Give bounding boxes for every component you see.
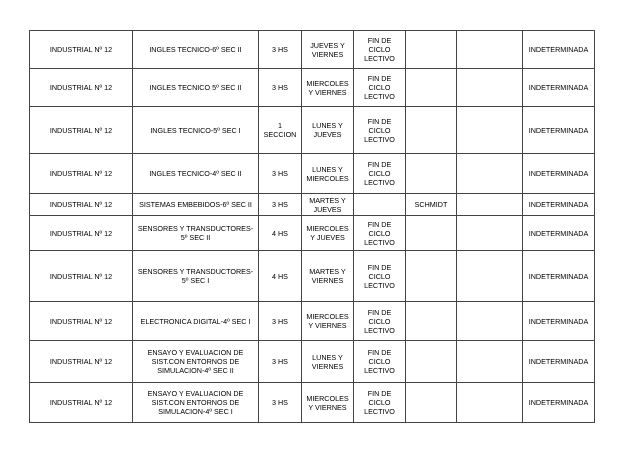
hours-cell: 3 HS	[259, 194, 302, 216]
status-cell: INDETERMINADA	[523, 383, 595, 423]
hours-cell: 1 SECCION	[259, 107, 302, 154]
days-cell: MIERCOLES Y VIERNES	[302, 69, 354, 107]
status-cell: INDETERMINADA	[523, 341, 595, 383]
hours-cell: 4 HS	[259, 251, 302, 302]
school-cell: INDUSTRIAL Nº 12	[30, 383, 133, 423]
school-cell: INDUSTRIAL Nº 12	[30, 341, 133, 383]
hours-cell: 3 HS	[259, 69, 302, 107]
end-date-cell: FIN DE CICLO LECTIVO	[354, 69, 406, 107]
subject-cell: SENSORES Y TRANSDUCTORES- 5º SEC I	[133, 251, 259, 302]
school-cell: INDUSTRIAL Nº 12	[30, 154, 133, 194]
school-cell: INDUSTRIAL Nº 12	[30, 194, 133, 216]
days-cell: MIERCOLES Y JUEVES	[302, 216, 354, 251]
subject-cell: INGLES TECNICO 5º SEC II	[133, 69, 259, 107]
subject-cell: ENSAYO Y EVALUACION DE SIST.CON ENTORNOS DE SIMULACION-4º SEC I	[133, 383, 259, 423]
status-cell: INDETERMINADA	[523, 31, 595, 69]
table-row	[30, 383, 595, 423]
hours-cell: 3 HS	[259, 302, 302, 341]
end-date-cell: FIN DE CICLO LECTIVO	[354, 31, 406, 69]
teacher-cell	[406, 107, 457, 154]
teacher-cell	[406, 341, 457, 383]
days-cell: MIERCOLES Y VIERNES	[302, 302, 354, 341]
assignments-table	[29, 30, 595, 423]
subject-cell: SISTEMAS EMBEBIDOS-6º SEC II	[133, 194, 259, 216]
teacher-cell	[406, 216, 457, 251]
status-cell: INDETERMINADA	[523, 302, 595, 341]
subject-cell: INGLES TECNICO-6º SEC II	[133, 31, 259, 69]
blank-cell	[457, 69, 523, 107]
table-row	[30, 216, 595, 251]
end-date-cell: FIN DE CICLO LECTIVO	[354, 383, 406, 423]
end-date-cell	[354, 194, 406, 216]
days-cell: LUNES Y VIERNES	[302, 341, 354, 383]
assignments-body	[30, 31, 595, 423]
end-date-cell: FIN DE CICLO LECTIVO	[354, 341, 406, 383]
status-cell: INDETERMINADA	[523, 69, 595, 107]
school-cell: INDUSTRIAL Nº 12	[30, 31, 133, 69]
teacher-cell	[406, 69, 457, 107]
table-row	[30, 341, 595, 383]
school-cell: INDUSTRIAL Nº 12	[30, 302, 133, 341]
teacher-cell	[406, 31, 457, 69]
days-cell: MIERCOLES Y VIERNES	[302, 383, 354, 423]
table-row	[30, 69, 595, 107]
hours-cell: 4 HS	[259, 216, 302, 251]
days-cell: MARTES Y VIERNES	[302, 251, 354, 302]
subject-cell: ELECTRONICA DIGITAL-4º SEC I	[133, 302, 259, 341]
end-date-cell: FIN DE CICLO LECTIVO	[354, 154, 406, 194]
blank-cell	[457, 107, 523, 154]
school-cell: INDUSTRIAL Nº 12	[30, 69, 133, 107]
blank-cell	[457, 341, 523, 383]
subject-cell: ENSAYO Y EVALUACION DE SIST.CON ENTORNOS DE SIMULACION-4º SEC II	[133, 341, 259, 383]
status-cell: INDETERMINADA	[523, 107, 595, 154]
end-date-cell: FIN DE CICLO LECTIVO	[354, 302, 406, 341]
table-row	[30, 302, 595, 341]
status-cell: INDETERMINADA	[523, 251, 595, 302]
teacher-cell	[406, 251, 457, 302]
table-row	[30, 251, 595, 302]
teacher-cell	[406, 154, 457, 194]
teacher-cell: SCHMIDT	[406, 194, 457, 216]
days-cell: LUNES Y JUEVES	[302, 107, 354, 154]
teacher-cell	[406, 302, 457, 341]
blank-cell	[457, 383, 523, 423]
blank-cell	[457, 251, 523, 302]
table-row	[30, 154, 595, 194]
school-cell: INDUSTRIAL Nº 12	[30, 251, 133, 302]
table-row	[30, 194, 595, 216]
hours-cell: 3 HS	[259, 341, 302, 383]
subject-cell: SENSORES Y TRANSDUCTORES- 5º SEC II	[133, 216, 259, 251]
status-cell: INDETERMINADA	[523, 216, 595, 251]
school-cell: INDUSTRIAL Nº 12	[30, 107, 133, 154]
hours-cell: 3 HS	[259, 383, 302, 423]
school-cell: INDUSTRIAL Nº 12	[30, 216, 133, 251]
status-cell: INDETERMINADA	[523, 194, 595, 216]
subject-cell: INGLES TECNICO-4º SEC II	[133, 154, 259, 194]
subject-cell: INGLES TECNICO-5º SEC I	[133, 107, 259, 154]
end-date-cell: FIN DE CICLO LECTIVO	[354, 251, 406, 302]
days-cell: LUNES Y MIERCOLES	[302, 154, 354, 194]
blank-cell	[457, 154, 523, 194]
teacher-cell	[406, 383, 457, 423]
hours-cell: 3 HS	[259, 154, 302, 194]
end-date-cell: FIN DE CICLO LECTIVO	[354, 216, 406, 251]
table-row	[30, 31, 595, 69]
days-cell: JUEVES Y VIERNES	[302, 31, 354, 69]
blank-cell	[457, 194, 523, 216]
table-row	[30, 107, 595, 154]
blank-cell	[457, 302, 523, 341]
status-cell: INDETERMINADA	[523, 154, 595, 194]
days-cell: MARTES Y JUEVES	[302, 194, 354, 216]
hours-cell: 3 HS	[259, 31, 302, 69]
end-date-cell: FIN DE CICLO LECTIVO	[354, 107, 406, 154]
blank-cell	[457, 31, 523, 69]
blank-cell	[457, 216, 523, 251]
